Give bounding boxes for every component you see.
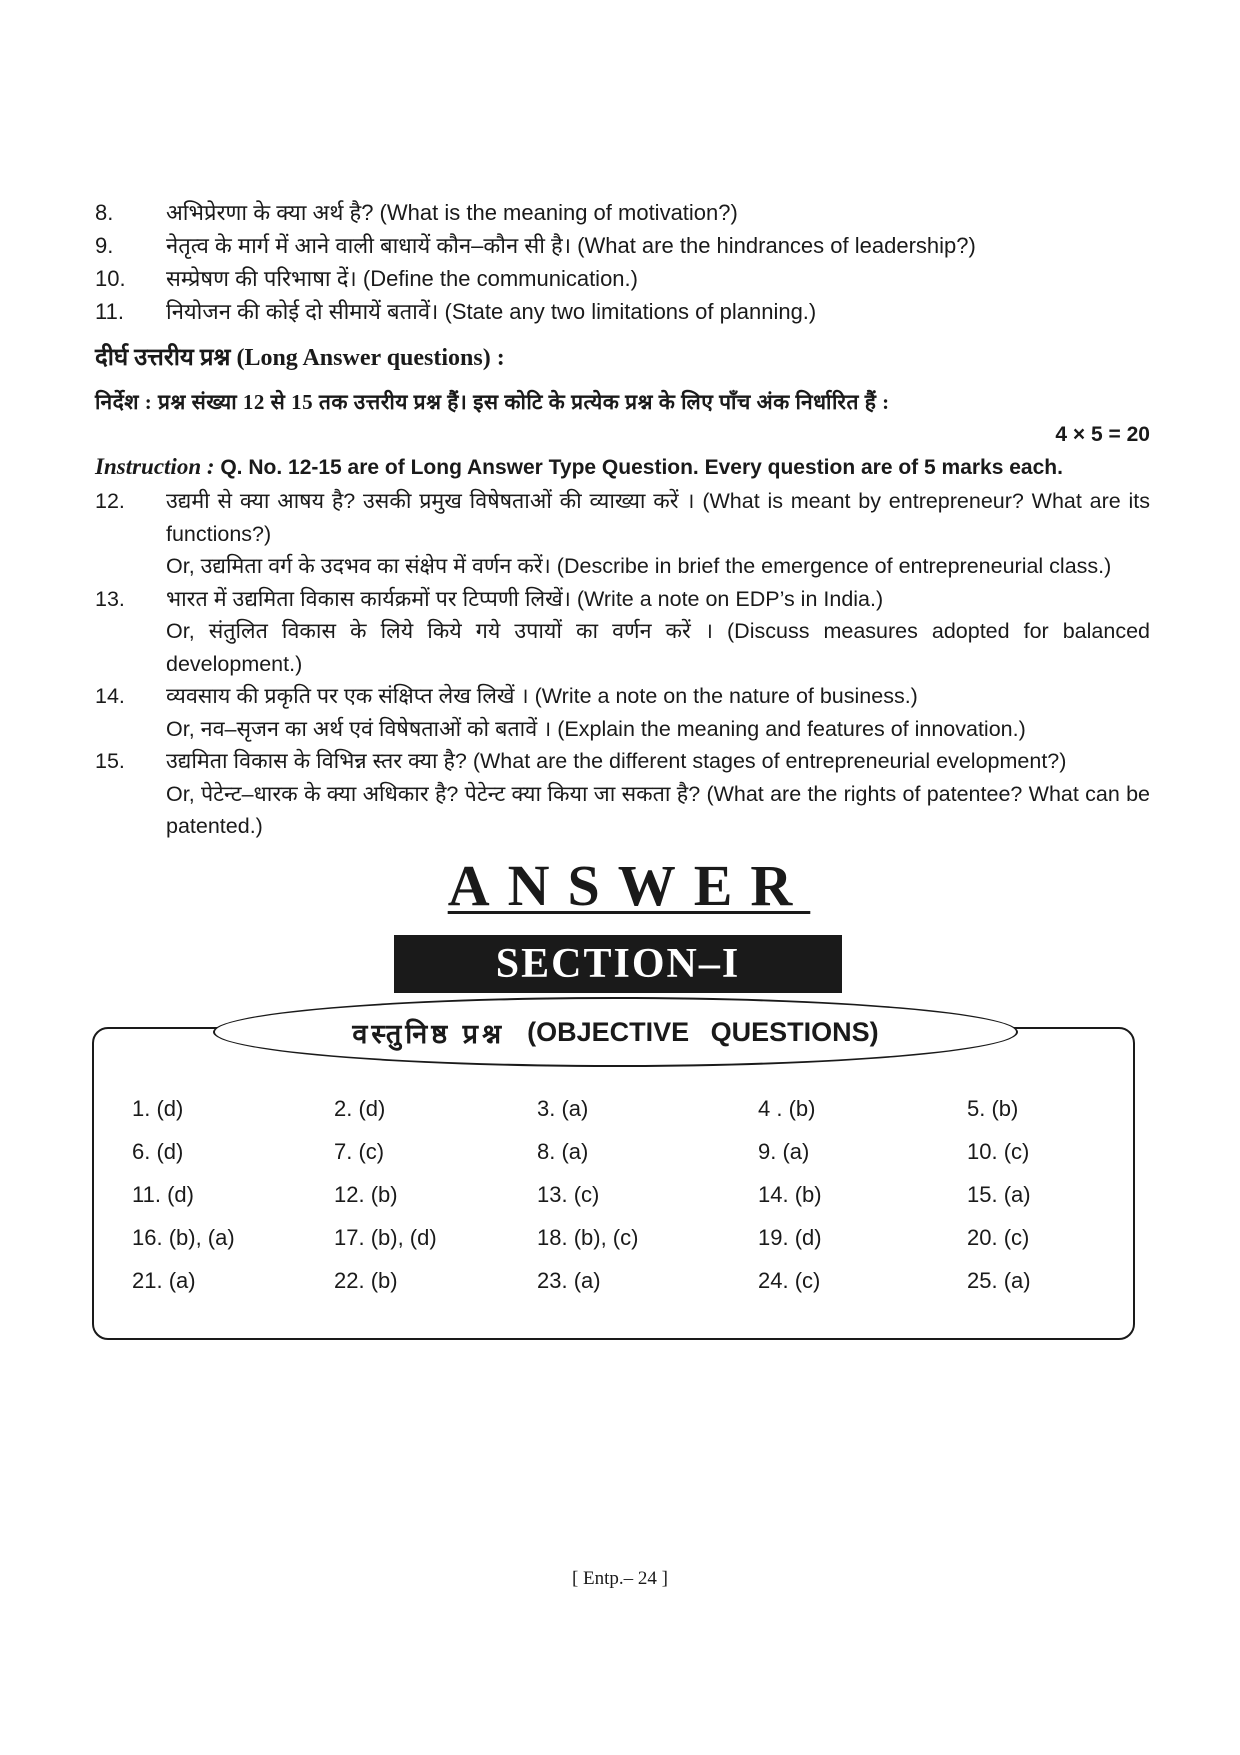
- answer-cell: 16. (b), (a): [132, 1225, 235, 1250]
- question-text: व्यवसाय की प्रकृति पर एक संक्षिप्त लेख लिखें । (Write a note on the nature of business.): [166, 684, 918, 708]
- question-number: 14.: [95, 684, 125, 708]
- answer-cell: 6. (d): [132, 1139, 184, 1164]
- question-item: [95, 229, 1150, 262]
- answer-title: [0, 852, 1240, 919]
- question-number: 11.: [95, 299, 124, 324]
- answer-cell: 2. (d): [334, 1096, 386, 1121]
- long-question-item: [95, 583, 1150, 681]
- long-questions-list: [95, 485, 1150, 843]
- answer-cell: 21. (a): [132, 1268, 196, 1293]
- question-text: उद्यमी से क्या आषय है? उसकी प्रमुख विषेषताओं की व्याख्या करें । (What is meant by entrepreneur? What are its functions?): [166, 489, 1150, 546]
- instruction-text: Q. No. 12-15 are of Long Answer Type Question. Every question are of 5 marks each.: [214, 456, 1063, 479]
- question-number: 9.: [95, 233, 114, 258]
- question-item: [95, 262, 1150, 295]
- answer-cell: 17. (b), (d): [334, 1225, 437, 1250]
- answer-cell: 5. (b): [967, 1096, 1019, 1121]
- answer-cell: 10. (c): [967, 1139, 1030, 1164]
- answer-cell: 19. (d): [758, 1225, 822, 1250]
- question-text: भारत में उद्यमिता विकास कार्यक्रमों पर टिप्पणी लिखें। (Write a note on EDP’s in India.): [166, 586, 884, 611]
- question-number: 8.: [95, 200, 114, 225]
- answer-cell: 12. (b): [334, 1182, 398, 1207]
- answer-title-text: ANSWER: [447, 853, 811, 918]
- answer-cell: 4 . (b): [758, 1096, 816, 1121]
- long-answer-heading: दीर्घ उत्तरीय प्रश्न (Long Answer questions) :: [95, 345, 505, 371]
- question-text: सम्प्रेषण की परिभाषा दें। (Define the communication.): [166, 266, 638, 291]
- instruction-label: Instruction :: [95, 454, 215, 479]
- question-alternative: Or, पेटेन्ट–धारक के क्या अधिकार है? पेटेन्ट क्या किया जा सकता है? (What are the rights of patentee? What can be patented.): [166, 781, 1150, 838]
- answer-cell: 8. (a): [537, 1139, 589, 1164]
- objective-heading-english: (OBJECTIVE QUESTIONS): [527, 1016, 879, 1047]
- answer-cell: 11. (d): [132, 1182, 194, 1207]
- instruction-line: [95, 454, 1155, 480]
- question-text: उद्यमिता विकास के विभिन्न स्तर क्या है? (What are the different stages of entrepreneurial evelopment?): [166, 749, 1067, 773]
- objective-heading-hindi: वस्तुनिष्ठ प्रश्न: [352, 1018, 506, 1049]
- answer-cell: 9. (a): [758, 1139, 810, 1164]
- page-footer: [ Entp.– 24 ]: [571, 1568, 669, 1589]
- answer-cell: 1. (d): [132, 1096, 184, 1121]
- answer-cell: 25. (a): [967, 1268, 1031, 1293]
- section-banner: SECTION–I: [394, 935, 842, 993]
- long-question-item: [95, 745, 1150, 843]
- question-alternative: Or, उद्यमिता वर्ग के उदभव का संक्षेप में वर्णन करें। (Describe in brief the emergence of entrepreneurial class.): [166, 554, 1112, 578]
- answer-cell: 22. (b): [334, 1268, 398, 1293]
- answer-cell: 7. (c): [334, 1139, 385, 1164]
- question-item: [95, 196, 1150, 229]
- question-item: [95, 295, 1150, 328]
- long-question-item: [95, 680, 1150, 745]
- answer-cell: 14. (b): [758, 1182, 822, 1207]
- hindi-directive: निर्देश : प्रश्न संख्या 12 से 15 तक उत्तरीय प्रश्न हैं। इस कोटि के प्रत्येक प्रश्न के लिए पाँच अंक निर्धारित हैं :: [95, 390, 890, 414]
- question-number: 10.: [95, 266, 126, 291]
- question-number: 15.: [95, 749, 125, 773]
- objective-heading-oval: [213, 997, 1018, 1067]
- question-text: नेतृत्व के मार्ग में आने वाली बाधायें कौन–कौन सी है। (What are the hindrances of leadership?): [166, 233, 976, 258]
- answer-cell: 18. (b), (c): [537, 1225, 639, 1250]
- question-alternative: Or, संतुलित विकास के लिये किये गये उपायों का वर्णन करें । (Discuss measures adopted for balanced development.): [166, 619, 1150, 676]
- marks-formula: 4 × 5 = 20: [1055, 423, 1150, 446]
- answer-cell: 13. (c): [537, 1182, 600, 1207]
- long-question-item: [95, 485, 1150, 583]
- answer-cell: 24. (c): [758, 1268, 821, 1293]
- question-text: अभिप्रेरणा के क्या अर्थ है? (What is the meaning of motivation?): [166, 200, 738, 225]
- short-questions-list: [95, 196, 1150, 328]
- answer-cell: 23. (a): [537, 1268, 601, 1293]
- question-number: 12.: [95, 489, 125, 513]
- answer-cell: 20. (c): [967, 1225, 1030, 1250]
- answer-cell: 15. (a): [967, 1182, 1031, 1207]
- answer-cell: 3. (a): [537, 1096, 589, 1121]
- question-number: 13.: [95, 586, 125, 611]
- question-text: नियोजन की कोई दो सीमायें बतावें। (State any two limitations of planning.): [166, 299, 817, 324]
- question-alternative: Or, नव–सृजन का अर्थ एवं विषेषताओं को बतावें । (Explain the meaning and features of innovation.): [166, 716, 1026, 741]
